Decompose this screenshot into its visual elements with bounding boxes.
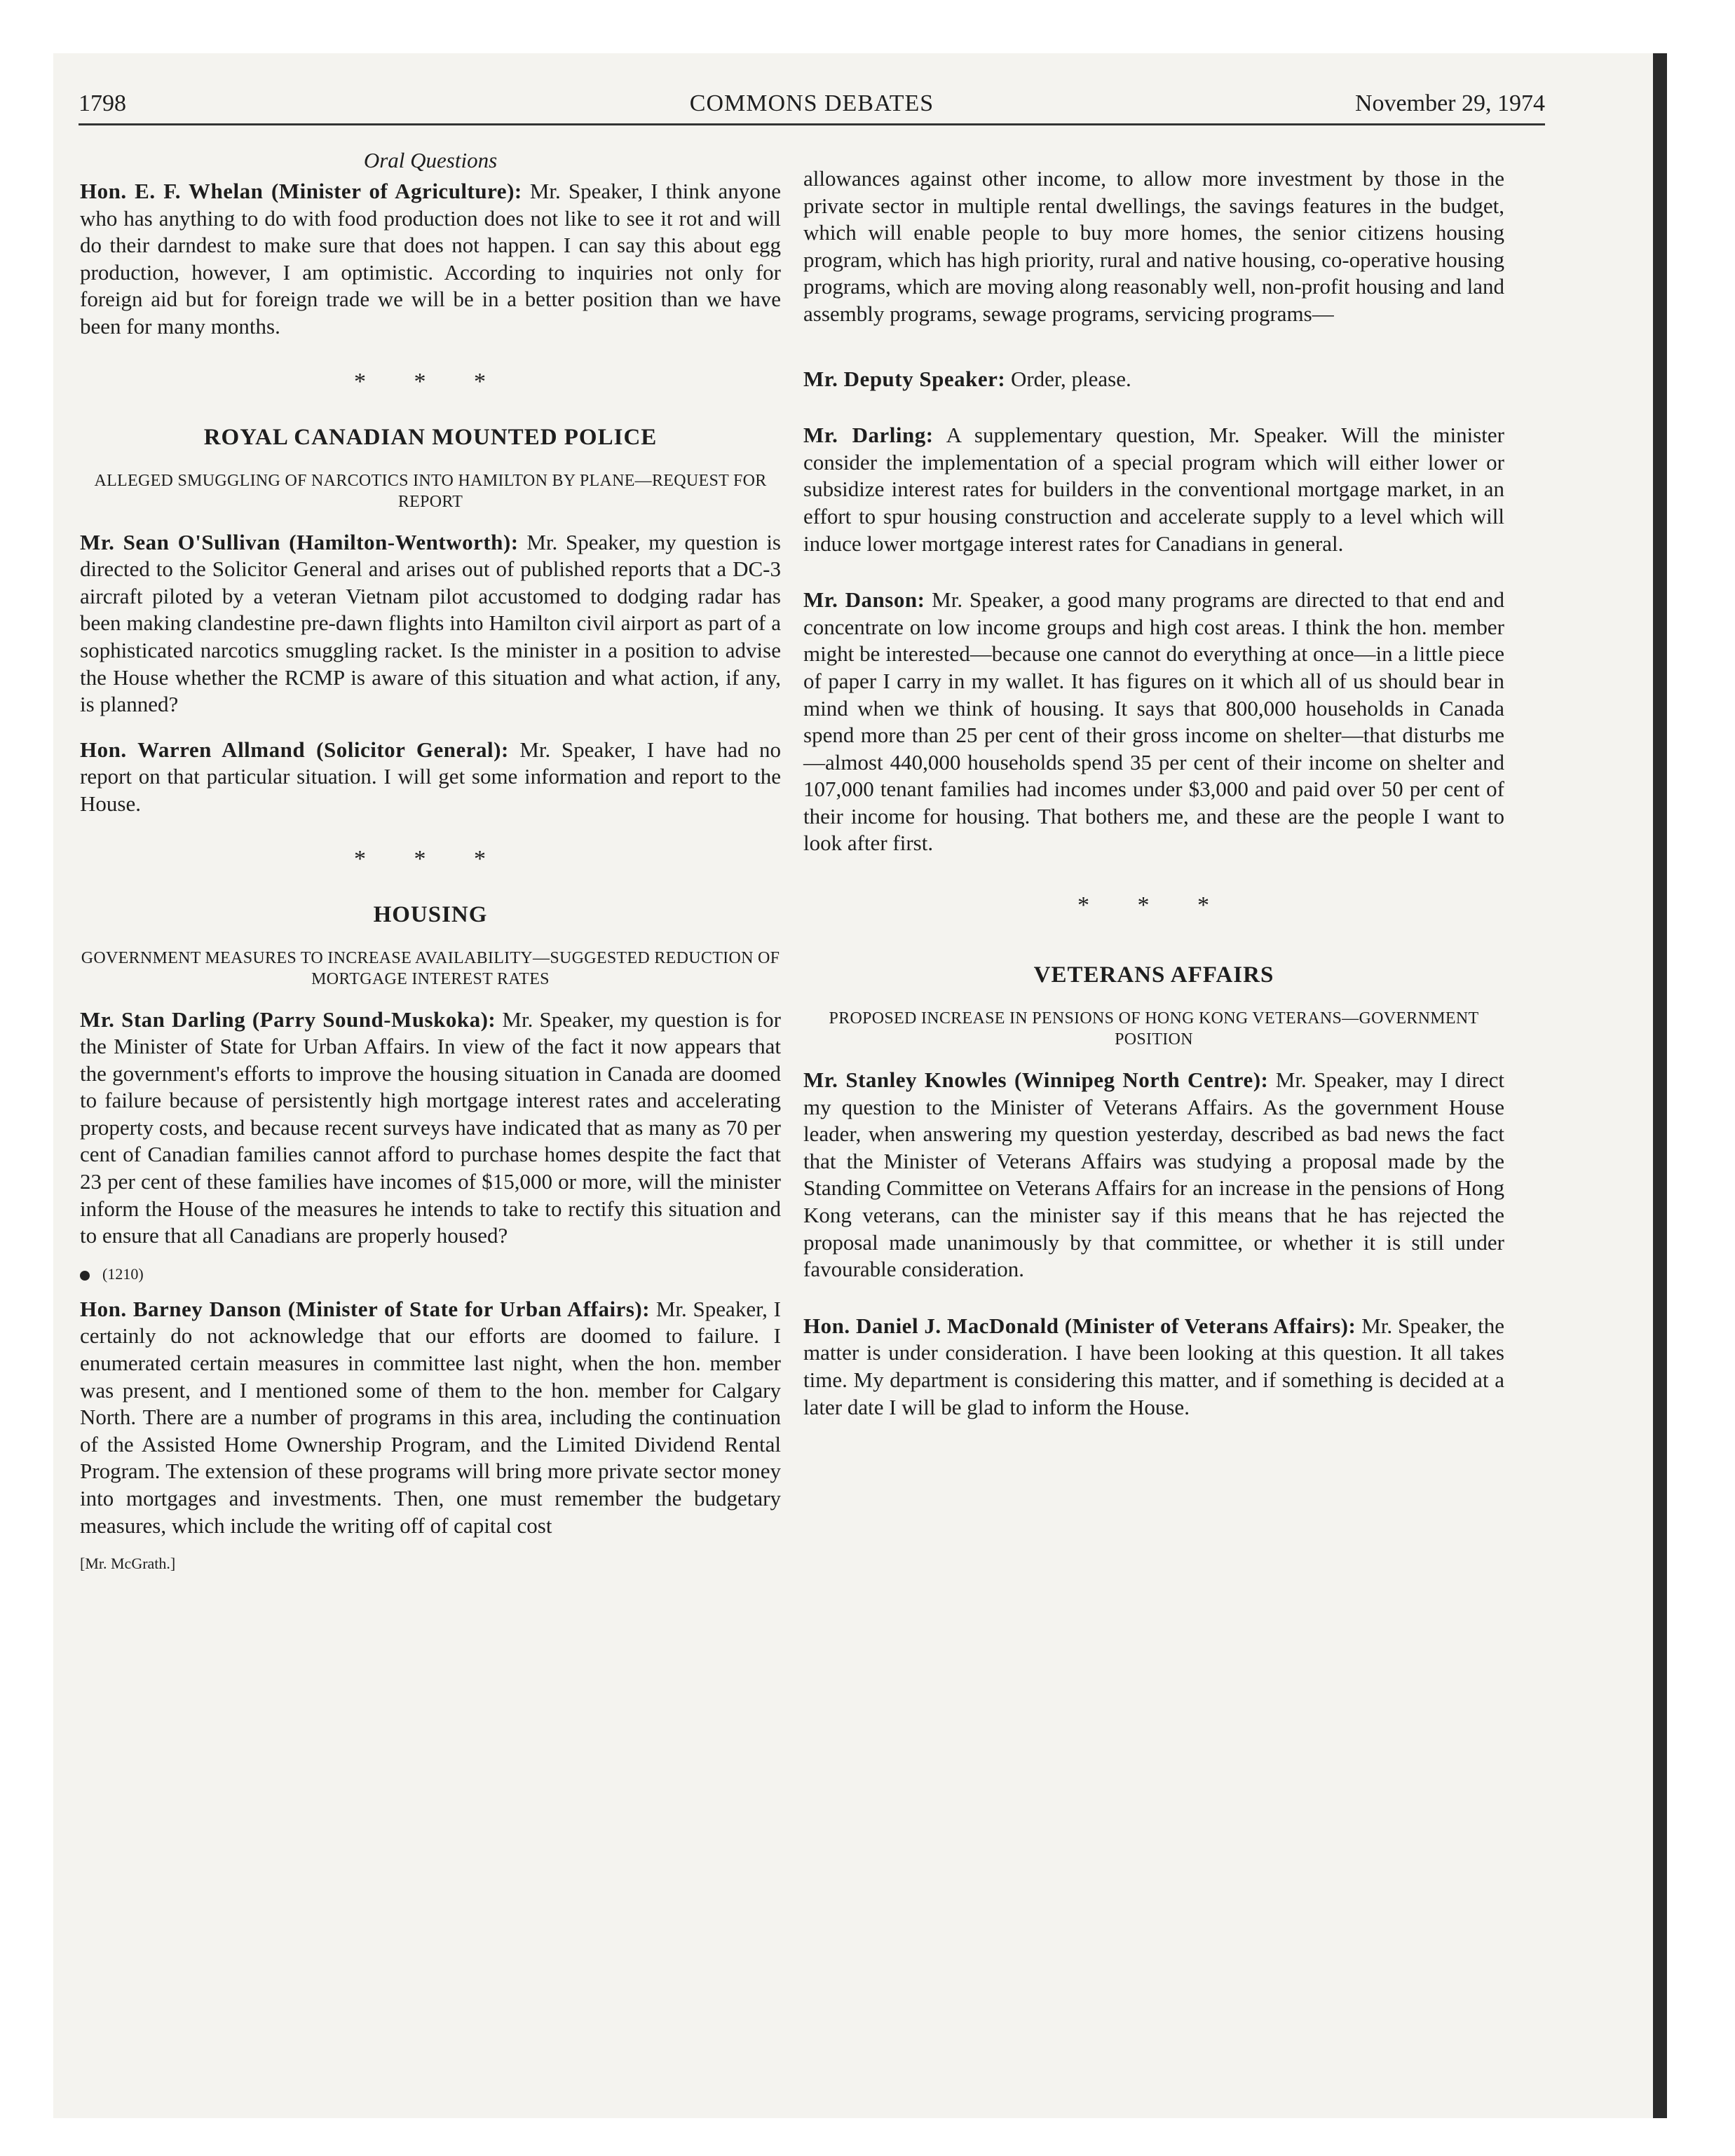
subheading-hong-kong: PROPOSED INCREASE IN PENSIONS OF HONG KONG VETERANS—GOVERNMENT POSITION <box>829 1009 1479 1049</box>
scanner-edge <box>1653 53 1667 2118</box>
speech-text: Order, please. <box>1010 366 1131 391</box>
speech-text: Mr. Speaker, a good many programs are directed to that end and concentrate on low income groups and high cost areas. I think the hon. member might be interested—because one cannot do everything at once—in a little piece of paper I carry in my wallet. It has figures on it which all of us should bear in mind when we think of housing. It says that 800,000 households in Canada spend more than 25 per cent of their gross income on shelter—that disturbs me—almost 440,000 households spend 35 per cent of their income on shelter and 107,000 tenant families had incomes under $3,000 and paid over 50 per cent of their income for housing. That bothers me, and these are the people I want to look after first. <box>803 587 1504 856</box>
section-divider: * * * <box>354 368 507 395</box>
timestamp-marker <box>80 1265 781 1283</box>
speech-macdonald <box>803 1313 1504 1421</box>
bullet-icon <box>80 1271 90 1281</box>
speech-allmand <box>80 737 781 818</box>
section-heading-housing: HOUSING <box>373 901 488 927</box>
page-number: 1798 <box>79 90 126 116</box>
timestamp: (1210) <box>102 1264 144 1283</box>
speech-danson <box>80 1296 781 1539</box>
section-divider: * * * <box>354 845 507 872</box>
speech-danson-continued: allowances against other income, to allow more investment by those in the private sector in multiple rental dwellings, the savings features in the budget, which will enable people to buy more homes, the senior citizens housing program, which has high priority, rural and native housing, co-operative housing programs, which are moving along reasonably well, non-profit housing and land assembly programs, sewage programs, servicing programs— <box>803 166 1504 326</box>
speech-text: Mr. Speaker, I think anyone who has anything to do with food production does not like to see it rot and will do their darndest to make sure that does not happen. I can say this about egg production, however, I am optimistic. According to inquiries not only for foreign aid but for foreign trade we will be in a better position than we have been for many months. <box>80 179 781 339</box>
speech-deputy-speaker <box>803 366 1504 393</box>
right-column <box>803 165 1504 1421</box>
speech-text: Mr. Speaker, may I direct my question to the Minister of Veterans Affairs. As the government House leader, when answering my question yesterday, described as bad news the fact that the Minister of Veterans Affairs was studying a proposal made by the Standing Committee on Veterans Affairs for an increase in the pensions of Hong Kong veterans, can the minister say if this means that he has rejected the proposal made unanimously by that committee, or whether it is still under favourable consideration. <box>803 1067 1504 1282</box>
speaker-name: Mr. Stan Darling (Parry Sound-Muskoka): <box>80 1007 496 1032</box>
speaker-name: Mr. Darling: <box>803 423 934 448</box>
running-head: Oral Questions <box>363 148 498 172</box>
speaker-name: Hon. Warren Allmand (Solicitor General): <box>80 737 509 762</box>
section-heading-rcmp: ROYAL CANADIAN MOUNTED POLICE <box>203 424 658 450</box>
speaker-name: Hon. Barney Danson (Minister of State for Urban Affairs): <box>80 1296 651 1321</box>
left-column <box>80 147 781 1573</box>
speech-danson-reply <box>803 587 1504 857</box>
section-divider: * * * <box>1077 892 1230 919</box>
speech-osullivan <box>80 529 781 718</box>
speaker-name: Mr. Stanley Knowles (Winnipeg North Centre): <box>803 1067 1269 1093</box>
page-header <box>79 90 1545 125</box>
speech-text: Mr. Speaker, I certainly do not acknowledge that our efforts are doomed to failure. I enumerated certain measures in committee last night, when the hon. member was present, and I mentioned some of them to the hon. member for Calgary North. There are a number of programs in this area, including the continuation of the Assisted Home Ownership Program, and the Limited Dividend Rental Program. The extension of these programs will bring more private sector money into mortgages and investments. Then, one must remember the budgetary measures, which include the writing off of capital cost <box>80 1296 782 1538</box>
speaker-name: Mr. Deputy Speaker: <box>803 366 1006 391</box>
speaker-name: Hon. E. F. Whelan (Minister of Agriculture): <box>80 179 522 203</box>
speaker-name: Mr. Danson: <box>803 587 925 613</box>
speaker-name: Hon. Daniel J. MacDonald (Minister of Veterans Affairs): <box>803 1313 1356 1338</box>
publication-title: COMMONS DEBATES <box>689 90 934 116</box>
speech-text: Mr. Speaker, my question is directed to the Solicitor General and arises out of published reports that a DC-3 aircraft piloted by a veteran Vietnam pilot accustomed to dodging radar has been making clandestine pre-dawn flights into Hamilton civil airport as part of a sophisticated narcotics smuggling racket. Is the minister in a position to advise the House whether the RCMP is aware of this situation and what action, if any, is planned? <box>80 529 781 717</box>
speech-text: A supplementary question, Mr. Speaker. Will the minister consider the implementation of a special program which will either lower or subsidize interest rates for builders in the conventional mortgage market, in an effort to spur housing construction and accelerate supply to a level which will induce lower mortgage interest rates for Canadians in general. <box>803 423 1505 556</box>
section-heading-veterans: VETERANS AFFAIRS <box>1033 962 1274 988</box>
speech-whelan <box>80 178 781 341</box>
issue-date: November 29, 1974 <box>1354 90 1545 116</box>
speech-darling <box>80 1007 781 1250</box>
speech-knowles <box>803 1067 1504 1283</box>
speech-text: Mr. Speaker, the matter is under consideration. I have been looking at this question. It all takes time. My department is considering this matter, and if something is decided at a later date I will be glad to inform the House. <box>803 1313 1505 1419</box>
subheading-narcotics: ALLEGED SMUGGLING OF NARCOTICS INTO HAMILTON BY PLANE—REQUEST FOR REPORT <box>94 471 767 511</box>
subheading-mortgage: GOVERNMENT MEASURES TO INCREASE AVAILABILITY—SUGGESTED REDUCTION OF MORTGAGE INTEREST RATES <box>81 948 780 988</box>
speech-text: Mr. Speaker, my question is for the Minister of State for Urban Affairs. In view of the fact it now appears that the government's efforts to improve the housing situation in Canada are doomed to failure because of persistently high mortgage interest rates and accelerating property costs, and because recent surveys have indicated that as many as 70 per cent of Canadian families cannot afford to purchase homes despite the fact that 23 per cent of these families have incomes of $15,000 or more, will the minister inform the House of the measures he intends to take to rectify this situation and to ensure that all Canadians are properly housed? <box>80 1007 781 1248</box>
speech-text: Mr. Speaker, I have had no report on that particular situation. I will get some information and report to the House. <box>80 737 782 816</box>
speech-darling-supplementary <box>803 422 1504 557</box>
speaker-name: Mr. Sean O'Sullivan (Hamilton-Wentworth): <box>80 529 519 554</box>
footnote: [Mr. McGrath.] <box>80 1555 176 1573</box>
